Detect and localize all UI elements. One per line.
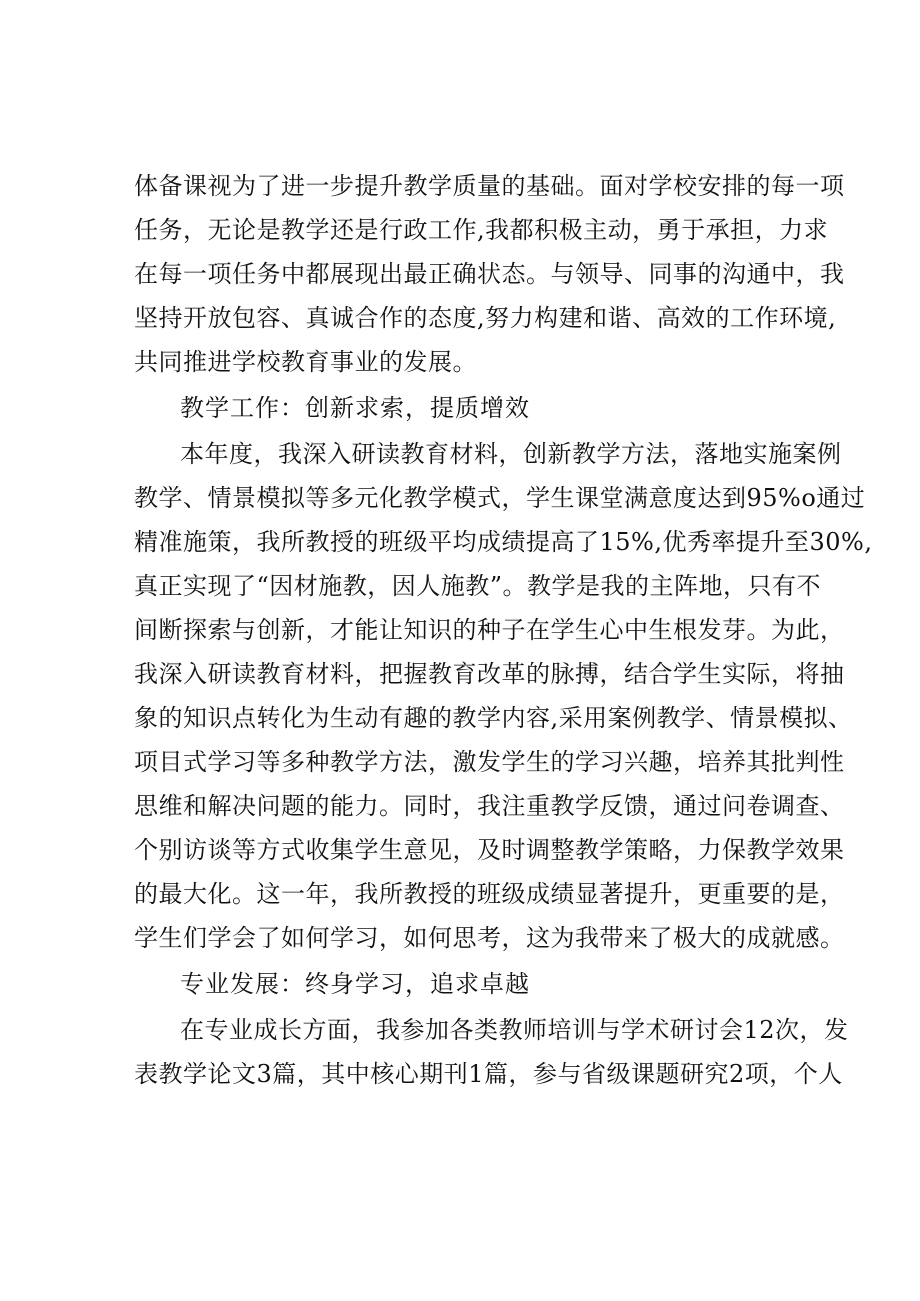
paragraph-2-line-9: 思维和解决问题的能力。同时，我注重教学反馈，通过问卷调查、 xyxy=(134,792,845,820)
paragraph-2-line-5: 间断探索与创新，才能让知识的种子在学生心中生根发芽。为此， xyxy=(134,616,845,644)
paragraph-2-line-7: 象的知识点转化为生动有趣的教学内容,采用案例教学、情景模拟、 xyxy=(134,704,853,732)
paragraph-3-line-1: 在专业成长方面，我参加各类教师培训与学术研讨会12次，发 xyxy=(180,1016,849,1044)
paragraph-1-line-5: 共同推进学校教育事业的发展。 xyxy=(134,348,477,376)
paragraph-2-line-2: 教学、情景模拟等多元化教学模式，学生课堂满意度达到95%o通过 xyxy=(134,484,866,512)
paragraph-2-line-4: 真正实现了“因材施教，因人施教”。教学是我的主阵地，只有不 xyxy=(134,572,822,600)
section-heading-teaching: 教学工作：创新求索，提质增效 xyxy=(180,394,530,422)
paragraph-1-line-3: 在每一项任务中都展现出最正确状态。与领导、同事的沟通中，我 xyxy=(134,260,845,288)
paragraph-1-line-1: 体备课视为了进一步提升教学质量的基础。面对学校安排的每一项 xyxy=(134,172,845,200)
paragraph-2-line-3: 精准施策，我所教授的班级平均成绩提高了15%,优秀率提升至30%, xyxy=(134,528,873,556)
paragraph-2-line-6: 我深入研读教育材料，把握教育改革的脉搏，结合学生实际，将抽 xyxy=(134,660,845,688)
paragraph-2-line-10: 个别访谈等方式收集学生意见，及时调整教学策略，力保教学效果 xyxy=(134,836,845,864)
paragraph-2-line-1: 本年度，我深入研读教育材料，创新教学方法，落地实施案例 xyxy=(180,440,842,468)
paragraph-1-line-2: 任务，无论是教学还是行政工作,我都积极主动，勇于承担，力求 xyxy=(134,216,829,244)
section-heading-professional: 专业发展：终身学习，追求卓越 xyxy=(180,970,530,998)
paragraph-2-line-11: 的最大化。这一年，我所教授的班级成绩显著提升，更重要的是， xyxy=(134,880,845,908)
paragraph-2-line-12: 学生们学会了如何学习，如何思考，这为我带来了极大的成就感。 xyxy=(134,924,845,952)
paragraph-1-line-4: 坚持开放包容、真诚合作的态度,努力构建和谐、高效的工作环境, xyxy=(134,304,837,332)
paragraph-2-line-8: 项目式学习等多种教学方法，激发学生的学习兴趣，培养其批判性 xyxy=(134,748,845,776)
paragraph-3-line-2: 表教学论文3篇，其中核心期刊1篇，参与省级课题研究2项，个人 xyxy=(134,1060,843,1088)
